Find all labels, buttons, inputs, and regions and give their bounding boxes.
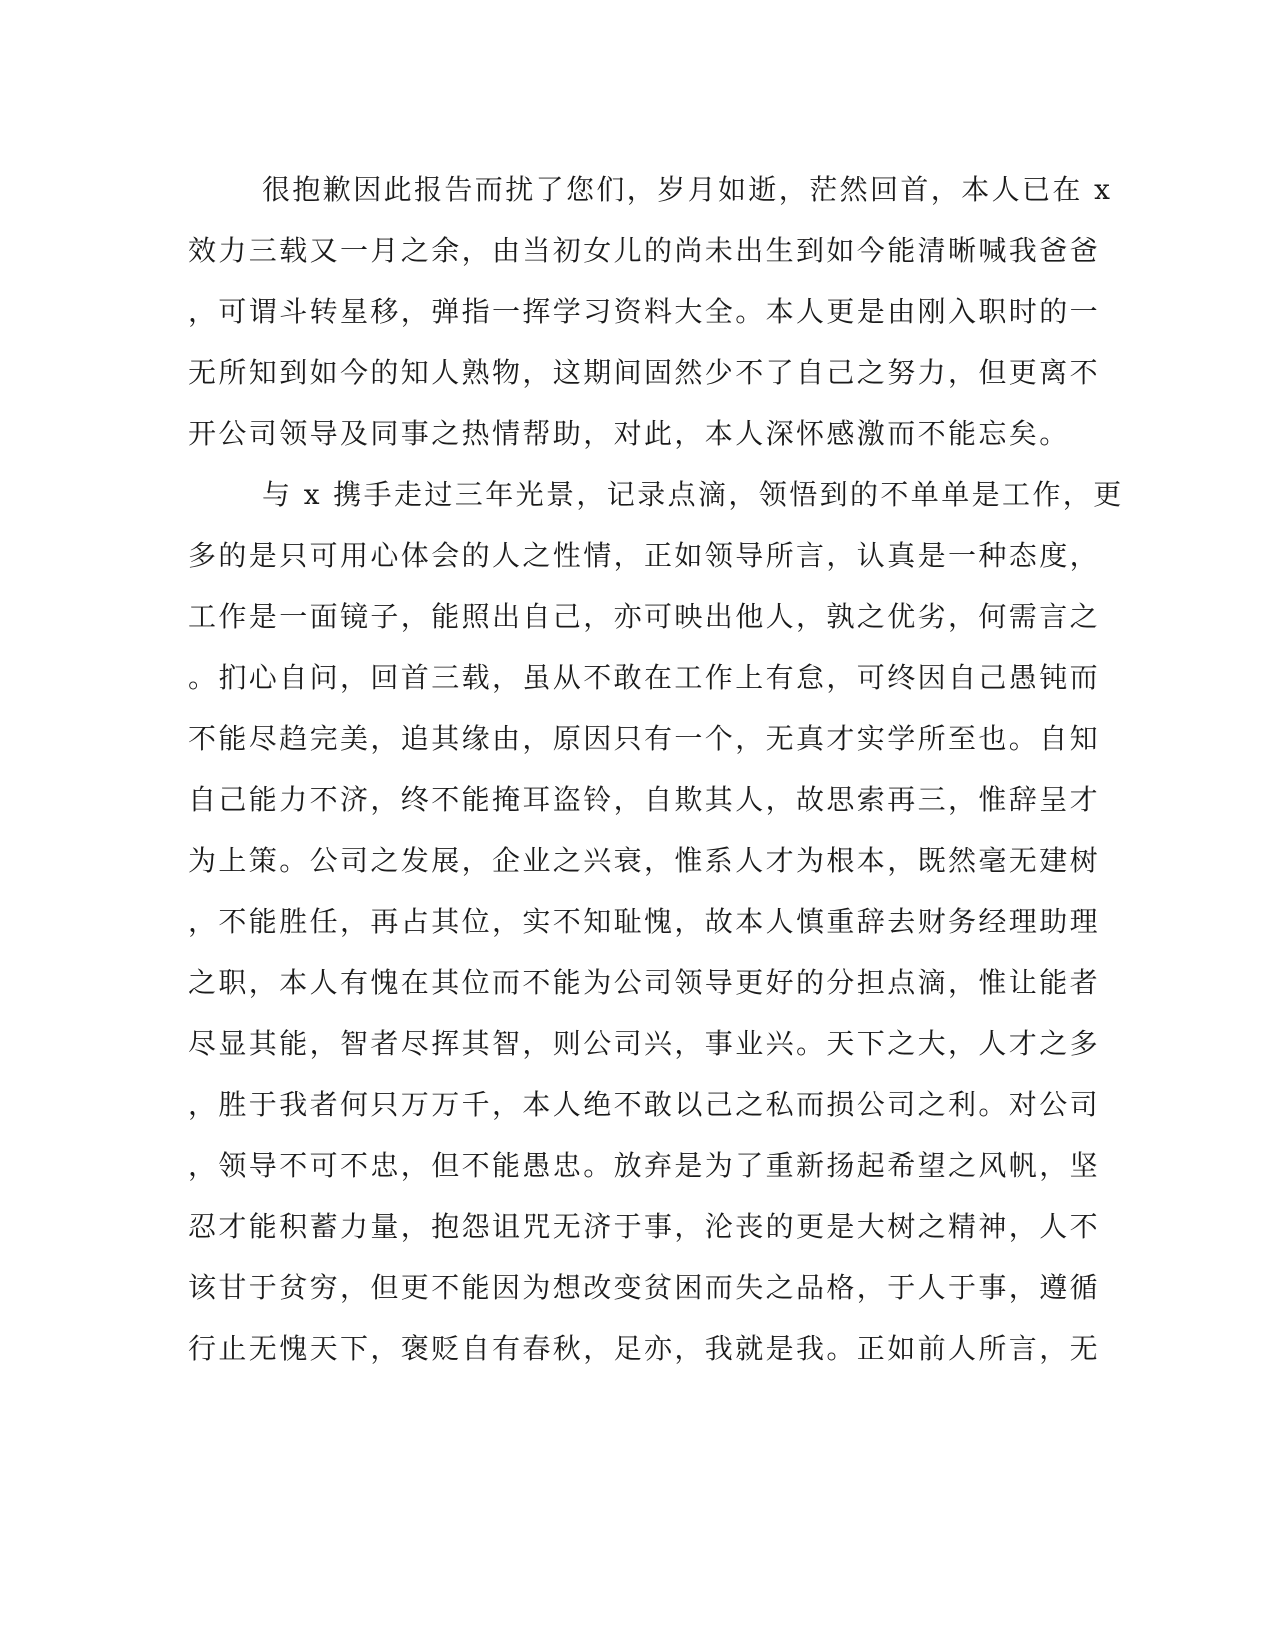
text-line: 行止无愧天下，褒贬自有春秋，足亦，我就是我。正如前人所言，无	[188, 1332, 1101, 1365]
text-line: 无所知到如今的知人熟物，这期间固然少不了自己之努力，但更离不	[188, 356, 1101, 389]
text-line: 不能尽趋完美，追其缘由，原因只有一个，无真才实学所至也。自知	[188, 722, 1101, 755]
text-line: ，不能胜任，再占其位，实不知耻愧，故本人慎重辞去财务经理助理	[188, 905, 1101, 938]
text-line: 忍才能积蓄力量，抱怨诅咒无济于事，沦丧的更是大树之精神，人不	[188, 1210, 1101, 1243]
text-line: ，可谓斗转星移，弹指一挥学习资料大全。本人更是由刚入职时的一	[188, 295, 1101, 328]
text-line: 与 x 携手走过三年光景，记录点滴，领悟到的不单单是工作，更	[262, 478, 1124, 511]
text-line: 。扪心自问，回首三载，虽从不敢在工作上有怠，可终因自己愚钝而	[188, 661, 1101, 694]
text-line: ，领导不可不忠，但不能愚忠。放弃是为了重新扬起希望之风帆，坚	[188, 1149, 1101, 1182]
text-line: 自己能力不济，终不能掩耳盗铃，自欺其人，故思索再三，惟辞呈才	[188, 783, 1101, 816]
text-line: 该甘于贫穷，但更不能因为想改变贫困而失之品格，于人于事，遵循	[188, 1271, 1101, 1304]
paragraph-2	[188, 464, 1124, 1379]
text-line: 为上策。公司之发展，企业之兴衰，惟系人才为根本，既然毫无建树	[188, 844, 1101, 877]
paragraph-1	[188, 159, 1113, 464]
text-line: 尽显其能，智者尽挥其智，则公司兴，事业兴。天下之大，人才之多	[188, 1027, 1101, 1060]
text-line: 开公司领导及同事之热情帮助，对此，本人深怀感激而不能忘矣。	[188, 417, 1070, 450]
text-line: 之职，本人有愧在其位而不能为公司领导更好的分担点滴，惟让能者	[188, 966, 1101, 999]
document-body	[188, 159, 1124, 1379]
text-line: 工作是一面镜子，能照出自己，亦可映出他人，孰之优劣，何需言之	[188, 600, 1101, 633]
text-line: 效力三载又一月之余，由当初女儿的尚未出生到如今能清晰喊我爸爸	[188, 234, 1101, 267]
text-line: 多的是只可用心体会的人之性情，正如领导所言，认真是一种态度，	[188, 539, 1101, 572]
text-line: ，胜于我者何只万万千，本人绝不敢以己之私而损公司之利。对公司	[188, 1088, 1101, 1121]
text-line: 很抱歉因此报告而扰了您们，岁月如逝，茫然回首，本人已在 x	[262, 173, 1113, 206]
